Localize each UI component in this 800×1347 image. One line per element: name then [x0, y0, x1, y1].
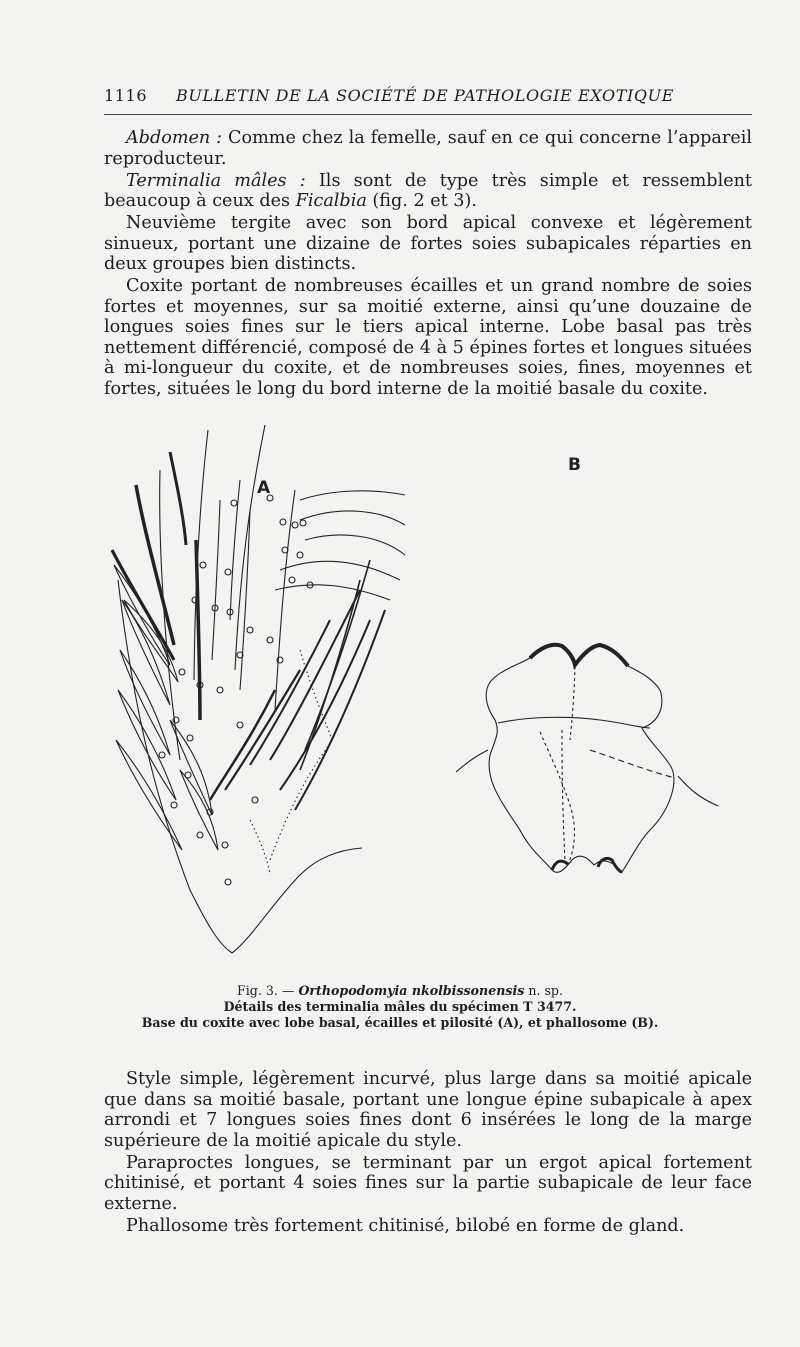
- paragraph-style: Style simple, légèrement incurvé, plus large dans sa moitié apicale que dans sa moitié basale, portant une longue épine subapicale à apex arrondi et 7 longues soies fines dont 6 insérées le long de la marge supérieure de la moitié apicale du style.: [104, 1069, 752, 1151]
- caption-species: Orthopodomyia nkolbissonensis: [298, 983, 525, 998]
- figure-drawing: [100, 420, 740, 960]
- paragraph-tergite: Neuvième tergite avec son bord apical convexe et légèrement sinueux, portant une dizaine de fortes soies subapicales réparties en deux groupes bien distincts.: [104, 213, 752, 274]
- figure-caption: [104, 983, 696, 1031]
- caption-line-2: Détails des terminalia mâles du spécimen T 3477.: [223, 999, 577, 1014]
- description-top: [104, 128, 752, 401]
- page-number: 1116: [104, 86, 148, 105]
- phallosome-drawing-b: [456, 645, 718, 873]
- paragraph-coxite: Coxite portant de nombreuses écailles et un grand nombre de soies fortes et moyennes, sur sa moitié externe, ainsi qu’une douzaine de longues soies fines sur le tiers apical interne. Lobe basal pas très nettement différencié, composé de 4 à 5 épines fortes et longues situées à mi-longueur du coxite, et de nombreuses soies, fines, moyennes et fortes, situées le long du bord interne de la moitié basale du coxite.: [104, 276, 752, 399]
- paragraph-terminalia: [104, 171, 752, 212]
- paragraph-paraproctes: Paraproctes longues, se terminant par un ergot apical fortement chitinisé, et portant 4 soies fines sur la partie subapicale de leur face externe.: [104, 1152, 752, 1214]
- genus-name: Ficalbia: [295, 191, 367, 211]
- header-rule: [104, 114, 752, 115]
- coxite-drawing-a: [112, 425, 405, 953]
- terminalia-label: Terminalia mâles :: [126, 170, 306, 191]
- paragraph-abdomen: [104, 128, 752, 169]
- caption-suffix: n. sp.: [524, 983, 563, 998]
- running-head: [104, 86, 754, 110]
- caption-fig-number: Fig. 3. —: [237, 983, 299, 998]
- figure-3: [100, 420, 740, 960]
- terminalia-text-b: (fig. 2 et 3).: [366, 191, 477, 211]
- panel-label-b: B: [568, 455, 581, 475]
- journal-title: BULLETIN DE LA SOCIÉTÉ DE PATHOLOGIE EXOTIQUE: [176, 86, 674, 105]
- terminalia-text-a: Ils sont de type très simple et ressemblent beaucoup à ceux des: [104, 170, 753, 211]
- caption-line-1: [104, 983, 696, 999]
- paragraph-phallosome: Phallosome très fortement chitinisé, bilobé en forme de gland.: [126, 1215, 685, 1236]
- abdomen-text: Comme chez la femelle, sauf en ce qui concerne l’appareil reproducteur.: [104, 128, 752, 169]
- abdomen-label: Abdomen :: [126, 128, 223, 148]
- description-bottom: [104, 1069, 752, 1238]
- panel-label-a: A: [257, 478, 271, 498]
- caption-line-3: Base du coxite avec lobe basal, écailles et pilosité (A), et phallosome (B).: [141, 1015, 659, 1030]
